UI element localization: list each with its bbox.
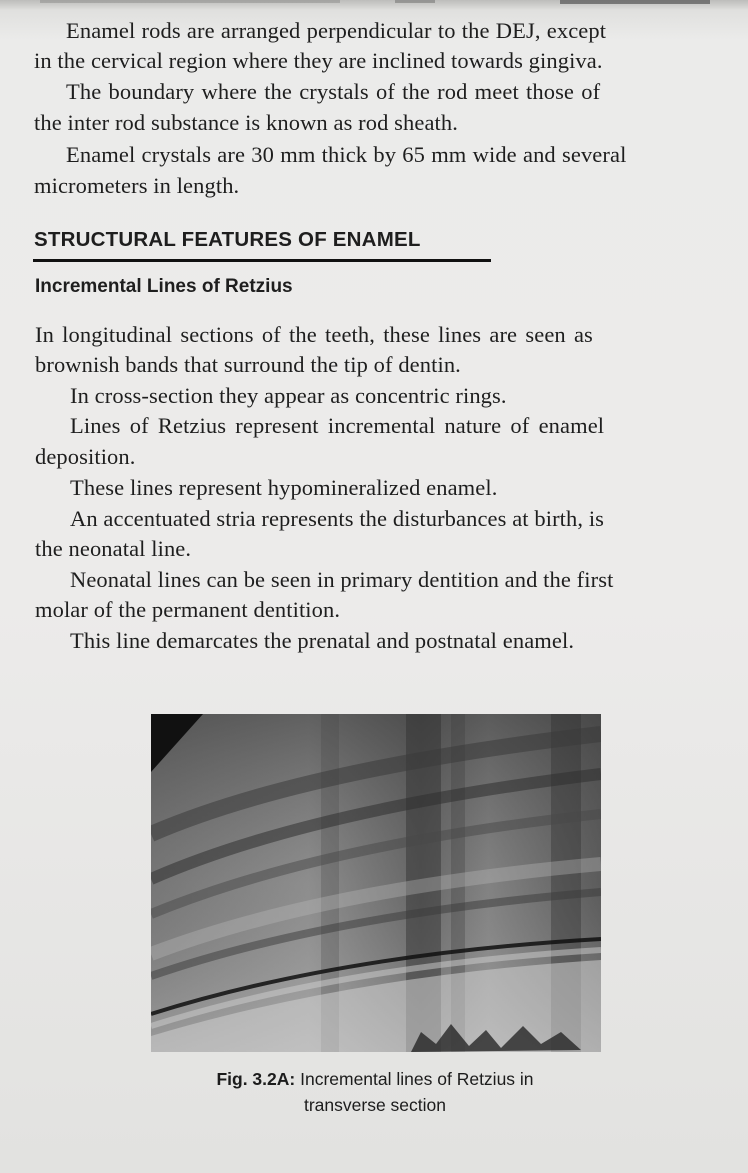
subsection-heading: Incremental Lines of Retzius xyxy=(35,276,293,297)
body-line: brownish bands that surround the tip of dentin. xyxy=(35,352,461,377)
body-line: In longitudinal sections of the teeth, these lines are seen as xyxy=(35,322,593,347)
intro-line: in the cervical region where they are inclined towards gingiva. xyxy=(34,48,603,73)
intro-line: The boundary where the crystals of the rod meet those of xyxy=(66,79,601,104)
body-line: Neonatal lines can be seen in primary dentition and the first xyxy=(70,567,614,592)
figure-label: Fig. 3.2A: xyxy=(216,1069,296,1089)
body-line: These lines represent hypomineralized enamel. xyxy=(70,475,498,500)
section-heading: STRUCTURAL FEATURES OF ENAMEL xyxy=(34,228,421,251)
intro-line: micrometers in length. xyxy=(34,173,240,198)
body-line: In cross-section they appear as concentric rings. xyxy=(70,383,507,408)
intro-line: Enamel rods are arranged perpendicular to the DEJ, except xyxy=(66,18,607,43)
intro-line: the inter rod substance is known as rod sheath. xyxy=(34,110,458,135)
figure-caption xyxy=(150,1066,600,1118)
body-line: molar of the permanent dentition. xyxy=(35,597,341,622)
caption-text: transverse section xyxy=(303,1095,446,1115)
heading-underline xyxy=(33,259,491,262)
body-line: deposition. xyxy=(35,444,136,469)
intro-line: Enamel crystals are 30 mm thick by 65 mm wide and several xyxy=(66,142,627,167)
micrograph-image xyxy=(151,714,601,1052)
body-line: Lines of Retzius represent incremental nature of enamel xyxy=(70,413,605,438)
body-line: An accentuated stria represents the disturbances at birth, is xyxy=(70,506,605,531)
body-line: the neonatal line. xyxy=(35,536,192,561)
caption-text: Incremental lines of Retzius in xyxy=(300,1069,534,1089)
body-line: This line demarcates the prenatal and postnatal enamel. xyxy=(70,628,575,653)
